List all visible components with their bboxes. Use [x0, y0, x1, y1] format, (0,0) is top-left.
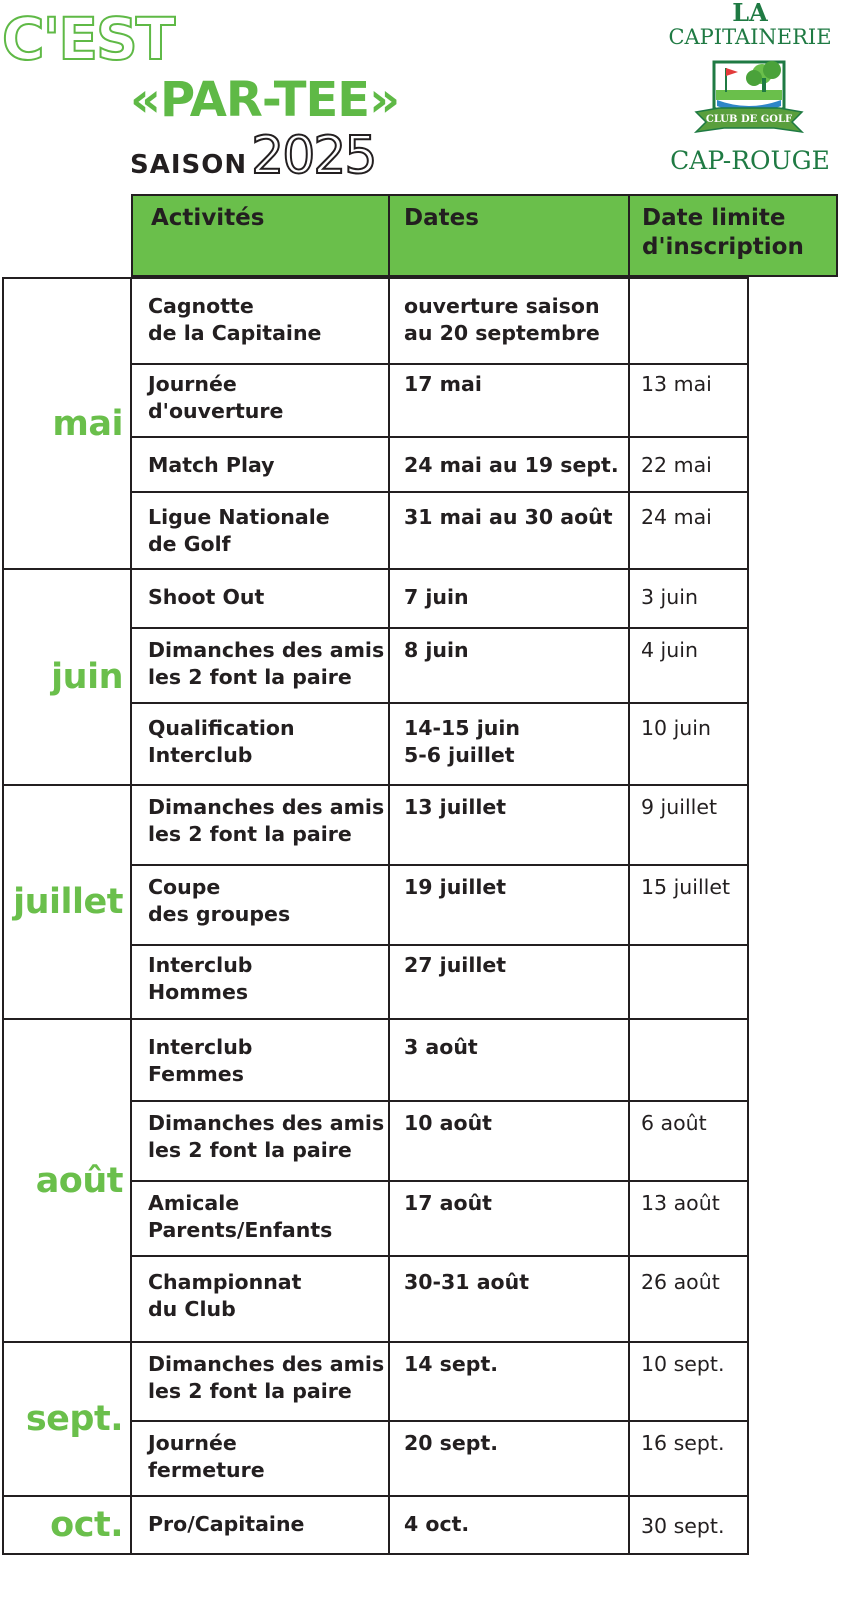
activity-cell: Interclub Hommes: [132, 946, 390, 1018]
dates-cell: ouverture saison au 20 septembre: [390, 279, 630, 363]
dates-cell: 17 mai: [390, 365, 630, 436]
deadline-cell: 3 juin: [641, 585, 698, 609]
dates-cell: 10 août: [390, 1102, 630, 1180]
activity-cell: Ligue Nationale de Golf: [132, 493, 390, 568]
month-cell-aout: [2, 1018, 131, 1343]
deadline-cell: [630, 1020, 749, 1100]
activity-cell: Interclub Femmes: [132, 1020, 390, 1100]
deadline-cell: 13 août: [641, 1191, 720, 1215]
title-line-2: «PAR-TEE»: [130, 72, 400, 128]
table-row: [130, 946, 749, 1020]
activity-cell: Cagnotte de la Capitaine: [132, 279, 390, 363]
deadline-cell: [630, 946, 749, 1018]
deadline-cell: 13 mai: [641, 372, 712, 396]
dates-cell: 17 août: [390, 1182, 630, 1255]
deadline-cell: 15 juillet: [641, 875, 731, 899]
activity-cell: Journée fermeture: [132, 1422, 390, 1495]
month-cell-juin: [2, 568, 131, 786]
deadline-cell: 9 juillet: [641, 795, 717, 819]
table-row: [130, 1102, 749, 1182]
activity-cell: Shoot Out: [132, 570, 390, 627]
dates-cell: 14-15 juin 5-6 juillet: [390, 704, 630, 784]
activity-cell: Qualification Interclub: [132, 704, 390, 784]
club-logo: [650, 0, 850, 185]
month-label: juin: [51, 657, 123, 697]
month-label: août: [35, 1160, 123, 1201]
activity-cell: Journée d'ouverture: [132, 365, 390, 436]
dates-cell: 8 juin: [390, 629, 630, 702]
season-word: SAISON: [130, 150, 248, 180]
header-activities: Activités: [133, 196, 390, 275]
dates-cell: 4 oct.: [390, 1497, 630, 1553]
deadline-cell: 24 mai: [641, 505, 712, 529]
table-row: [130, 1422, 749, 1497]
table-row: [130, 704, 749, 786]
table-row: [130, 1182, 749, 1257]
dates-cell: 30-31 août: [390, 1257, 630, 1341]
logo-top-text: LA: [732, 0, 768, 27]
table-row: [130, 365, 749, 438]
table-row: [130, 570, 749, 629]
month-cell-oct: [2, 1495, 131, 1555]
activity-cell: Championnat du Club: [132, 1257, 390, 1341]
month-label: sept.: [25, 1399, 123, 1439]
dates-cell: 3 août: [390, 1020, 630, 1100]
activity-cell: Dimanches des amis les 2 font la paire: [132, 629, 390, 702]
dates-cell: 13 juillet: [390, 786, 630, 864]
header-dates: Dates: [390, 196, 630, 275]
deadline-cell: 10 juin: [641, 716, 711, 740]
dates-cell: 31 mai au 30 août: [390, 493, 630, 568]
table-row: [130, 866, 749, 946]
deadline-cell: 6 août: [641, 1111, 707, 1135]
month-label: mai: [52, 403, 123, 444]
header-deadline: Date limite d'inscription: [642, 205, 804, 260]
flag: [726, 68, 738, 76]
table-row: [130, 438, 749, 493]
dates-cell: 20 sept.: [390, 1422, 630, 1495]
month-label: juillet: [13, 882, 123, 922]
tree-crown-2: [763, 61, 781, 79]
season-title: [130, 126, 450, 186]
activity-cell: Dimanches des amis les 2 font la paire: [132, 1102, 390, 1180]
table-header: [131, 194, 838, 277]
title-line-1: C'EST: [2, 5, 174, 73]
dates-cell: 14 sept.: [390, 1343, 630, 1420]
activity-cell: Dimanches des amis les 2 font la paire: [132, 786, 390, 864]
deadline-cell: 16 sept.: [641, 1431, 725, 1455]
table-row: [130, 1343, 749, 1422]
logo-bottom-text: CAP-ROUGE: [670, 146, 830, 175]
activity-cell: Amicale Parents/Enfants: [132, 1182, 390, 1255]
dates-cell: 7 juin: [390, 570, 630, 627]
table-row: [130, 1257, 749, 1343]
season-year: 2025: [251, 126, 376, 186]
table-row: [130, 277, 749, 365]
crest-ribbon-text: CLUB DE GOLF: [705, 114, 793, 125]
activity-cell: Pro/Capitaine: [132, 1497, 390, 1553]
table-row: [130, 493, 749, 570]
table-row: [130, 1020, 749, 1102]
month-cell-mai: [2, 277, 131, 570]
dates-cell: 24 mai au 19 sept.: [390, 438, 630, 491]
activity-cell: Dimanches des amis les 2 font la paire: [132, 1343, 390, 1420]
activity-cell: Match Play: [132, 438, 390, 491]
deadline-cell: [630, 279, 749, 363]
tree-trunk: [762, 78, 766, 92]
dates-cell: 19 juillet: [390, 866, 630, 944]
table-row: [130, 786, 749, 866]
deadline-cell: 22 mai: [641, 453, 712, 477]
table-row: [130, 1497, 749, 1555]
deadline-cell: 26 août: [641, 1270, 720, 1294]
month-cell-juillet: [2, 784, 131, 1020]
tree-crown-3: [746, 70, 762, 86]
deadline-cell: 10 sept.: [641, 1352, 725, 1376]
table-row: [130, 629, 749, 704]
activity-cell: Coupe des groupes: [132, 866, 390, 944]
month-cell-sept: [2, 1341, 131, 1497]
deadline-cell: 30 sept.: [641, 1514, 725, 1538]
month-label: oct.: [50, 1505, 123, 1545]
logo-name-text: CAPITAINERIE: [668, 25, 832, 49]
deadline-cell: 4 juin: [641, 638, 698, 662]
dates-cell: 27 juillet: [390, 946, 630, 1018]
golf-crest-icon: [684, 50, 814, 150]
